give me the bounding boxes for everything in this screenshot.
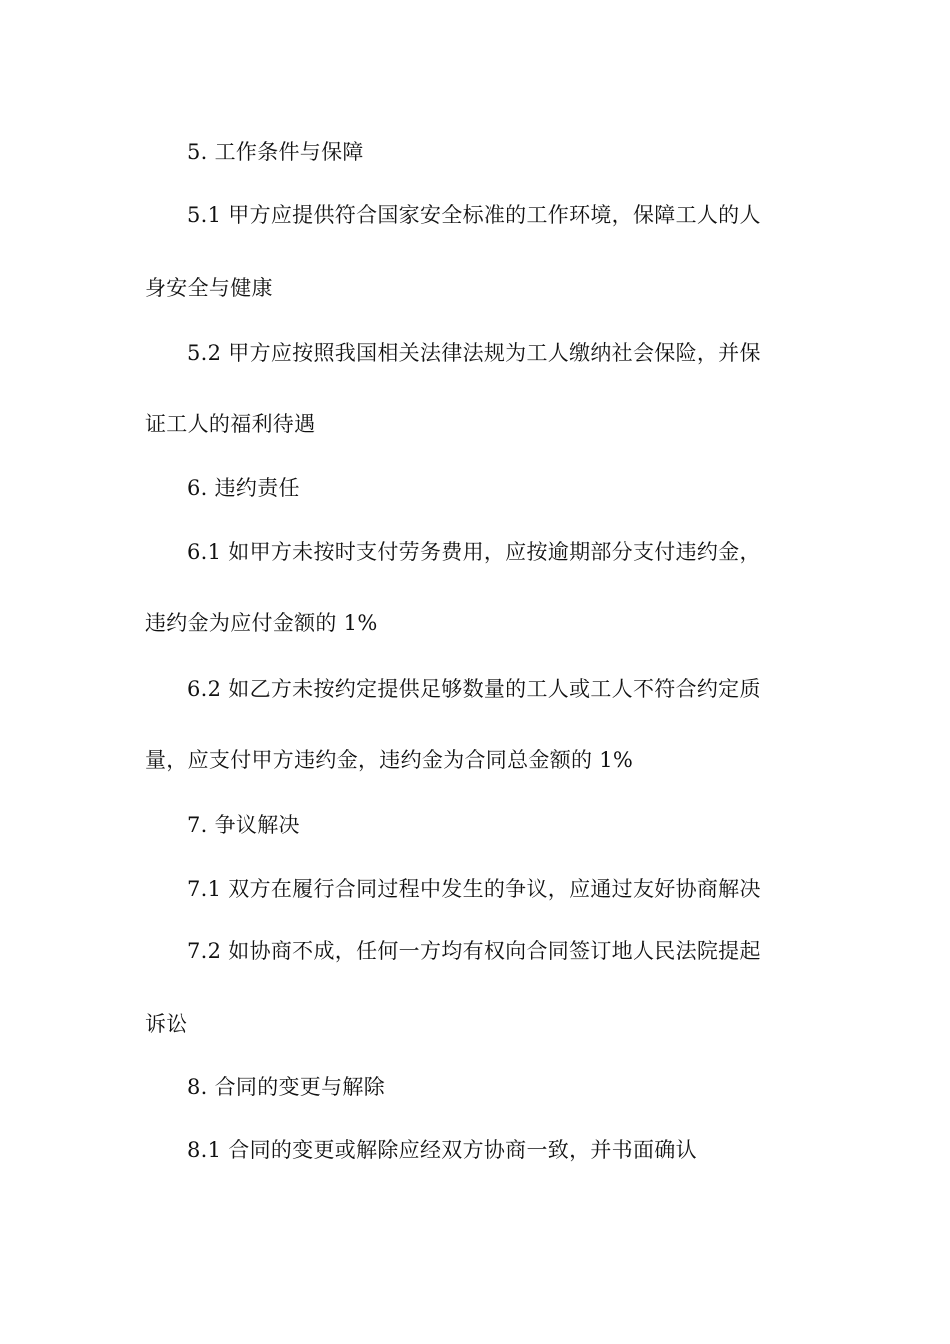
- section-heading-6: 6. 违约责任: [187, 476, 300, 500]
- clause-5-2-line-2: 证工人的福利待遇: [145, 412, 316, 436]
- clause-7-2-line-1: 7.2 如协商不成，任何一方均有权向合同签订地人民法院提起: [187, 939, 761, 963]
- clause-6-1-line-2: 违约金为应付金额的 1%: [145, 611, 378, 635]
- clause-5-1-line-2: 身安全与健康: [145, 276, 273, 300]
- clause-7-1-line-1: 7.1 双方在履行合同过程中发生的争议，应通过友好协商解决: [187, 877, 761, 901]
- clause-7-2-line-2: 诉讼: [145, 1012, 188, 1036]
- clause-5-1-line-1: 5.1 甲方应提供符合国家安全标准的工作环境，保障工人的人: [187, 203, 761, 227]
- section-heading-7: 7. 争议解决: [187, 813, 300, 837]
- section-heading-5: 5. 工作条件与保障: [187, 140, 364, 164]
- clause-6-2-line-2: 量，应支付甲方违约金，违约金为合同总金额的 1%: [145, 748, 634, 772]
- clause-5-2-line-1: 5.2 甲方应按照我国相关法律法规为工人缴纳社会保险，并保: [187, 341, 761, 365]
- clause-8-1-line-1: 8.1 合同的变更或解除应经双方协商一致，并书面确认: [187, 1138, 697, 1162]
- section-heading-8: 8. 合同的变更与解除: [187, 1075, 386, 1099]
- clause-6-1-line-1: 6.1 如甲方未按时支付劳务费用，应按逾期部分支付违约金，: [187, 540, 761, 564]
- clause-6-2-line-1: 6.2 如乙方未按约定提供足够数量的工人或工人不符合约定质: [187, 677, 761, 701]
